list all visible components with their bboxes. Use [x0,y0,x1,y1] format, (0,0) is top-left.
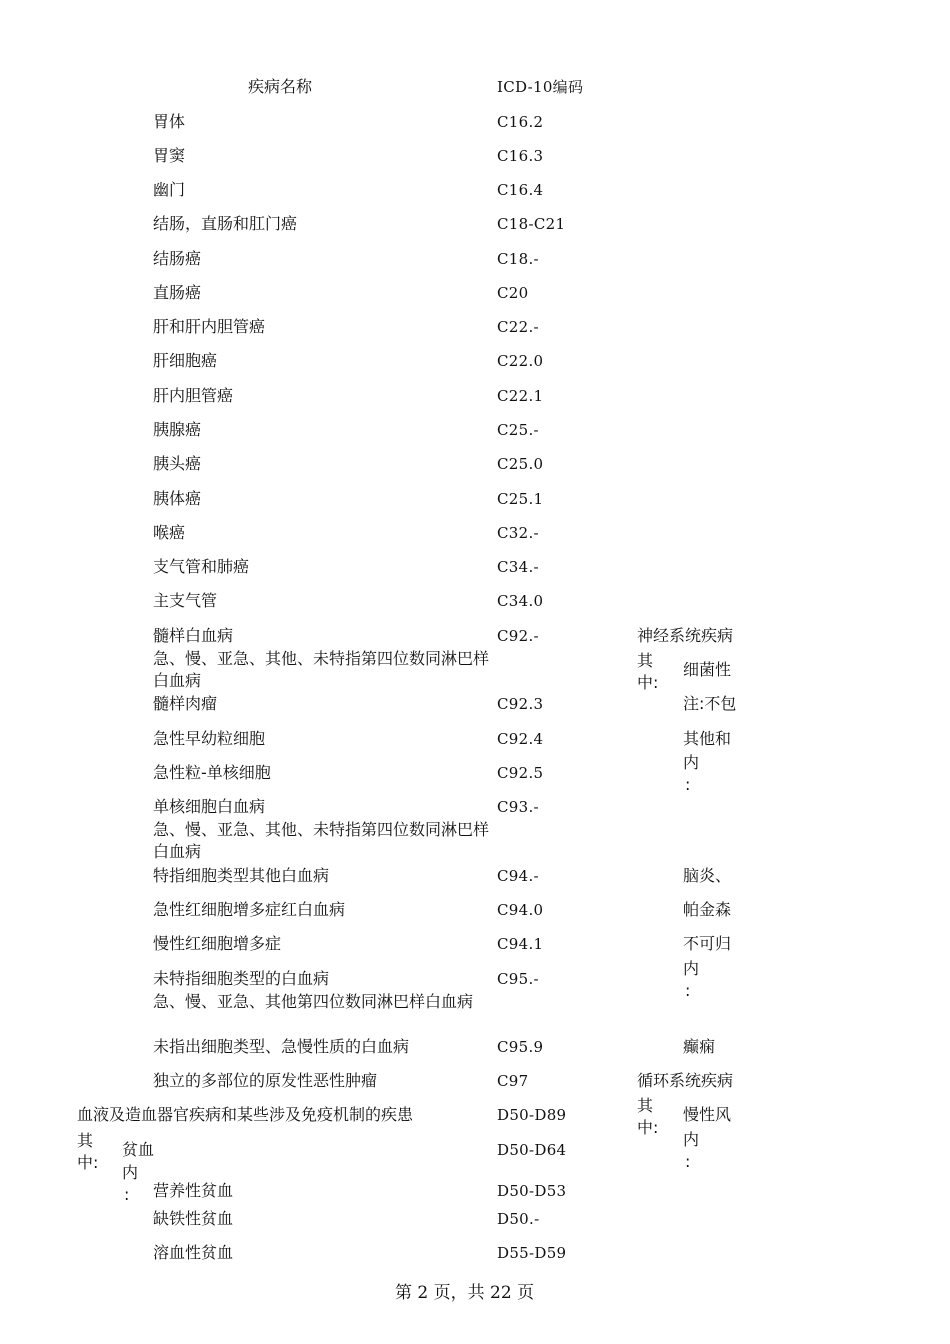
icd-code: C92.- [497,627,539,645]
disease-name: 急性粒-单核细胞 [153,763,271,782]
disease-name: 急性早幼粒细胞 [153,729,266,748]
icd-code: C22.1 [497,387,544,405]
not-classifiable-label: 不可归 [683,934,732,953]
disease-name: 胃窦 [153,146,186,165]
colon-label: : [685,775,691,794]
disease-name: 特指细胞类型其他白血病 [153,866,330,885]
anemia-label: 贫血 [122,1140,155,1159]
icd-code: C94.0 [497,901,544,919]
icd-code: D50-D53 [497,1182,567,1200]
icd-code: C18.- [497,250,539,268]
icd-code: C18-C21 [497,215,566,233]
disease-name: 溶血性贫血 [153,1243,234,1262]
icd-code: C25.- [497,421,539,439]
disease-name: 营养性贫血 [153,1181,234,1200]
other-and-label: 其他和 [683,729,732,748]
disease-name: 主支气管 [153,591,218,610]
disease-name: 急、慢、亚急、其他、未特指第四位数同淋巴样白血病 [153,820,490,861]
circulatory-category-title: 循环系统疾病 [637,1071,734,1090]
colon-label: : [685,1152,691,1171]
icd-code: C34.- [497,558,539,576]
disease-name: 未特指细胞类型的白血病 [153,969,330,988]
disease-name: 独立的多部位的原发性恶性肿瘤 [153,1071,378,1090]
icd-code: C95.- [497,970,539,988]
disease-name: 肝内胆管癌 [153,386,234,405]
icd-code: C16.2 [497,113,544,131]
icd-code: C92.3 [497,695,544,713]
disease-name: 急性红细胞增多症红白血病 [153,900,346,919]
icd-code: C25.1 [497,490,544,508]
disease-name: 直肠癌 [153,283,202,302]
note-label: 注:不包 [683,694,737,713]
icd-code: C16.3 [497,147,544,165]
disease-name: 肝和肝内胆管癌 [153,317,266,336]
disease-name: 支气管和肺癌 [153,557,250,576]
icd-code: D50-D89 [497,1106,567,1124]
icd-code: C95.9 [497,1038,544,1056]
nei-label: 内 [683,753,700,772]
disease-name: 肝细胞癌 [153,351,218,370]
category-name: 血液及造血器官疾病和某些涉及免疫机制的疾患 [77,1105,414,1124]
icd-code: C25.0 [497,455,544,473]
nei-label: 内 [683,1130,700,1149]
code-column-header: ICD-10编码 [497,78,584,96]
icd-code: C94.- [497,867,539,885]
rheumatic-label: 慢性风 [683,1105,732,1124]
icd-code: D50.- [497,1210,540,1228]
neuro-category-title: 神经系统疾病 [637,626,734,645]
disease-name: 慢性红细胞增多症 [153,934,282,953]
disease-name: 髓样肉瘤 [153,694,218,713]
icd-code: C94.1 [497,935,544,953]
icd-code: C92.5 [497,764,544,782]
icd-code: D55-D59 [497,1244,567,1262]
icd-code: C34.0 [497,592,544,610]
disease-name: 喉癌 [153,523,186,542]
disease-name: 单核细胞白血病 [153,797,266,816]
icd-code: C16.4 [497,181,544,199]
nei-label: 内 [683,959,700,978]
disease-name: 缺铁性贫血 [153,1209,234,1228]
disease-name: 急、慢、亚急、其他第四位数同淋巴样白血病 [153,992,474,1011]
epilepsy-label: 癫痫 [683,1037,716,1056]
disease-name: 髓样白血病 [153,626,234,645]
icd-code: C22.- [497,318,539,336]
page-number: 第 2 页，共 22 页 [395,1283,535,1303]
icd-code: D50-D64 [497,1141,567,1159]
circ-qizhong-label: 其中: [637,1096,659,1137]
disease-name: 幽门 [153,180,186,199]
icd-code: C97 [497,1072,529,1090]
icd-code: C22.0 [497,352,544,370]
qizhong-label: 其中: [77,1131,99,1172]
disease-name: 未指出细胞类型、急慢性质的白血病 [153,1037,410,1056]
nei-label: 内 [122,1163,139,1182]
encephalitis-label: 脑炎、 [683,866,732,885]
disease-name: 结肠癌 [153,249,202,268]
neuro-qizhong-label: 其中: [637,651,659,692]
disease-name: 胰头癌 [153,454,202,473]
bacterial-label: 细菌性 [683,660,732,679]
icd-code: C20 [497,284,529,302]
name-column-header: 疾病名称 [248,77,313,96]
disease-name: 胰体癌 [153,489,202,508]
icd-code: C93.- [497,798,539,816]
disease-name: 胰腺癌 [153,420,202,439]
disease-name: 急、慢、亚急、其他、未特指第四位数同淋巴样白血病 [153,649,490,690]
colon-label: : [124,1185,130,1204]
icd-code: C32.- [497,524,539,542]
parkinson-label: 帕金森 [683,900,732,919]
disease-name: 结肠，直肠和肛门癌 [153,214,298,233]
colon-label: : [685,981,691,1000]
icd-code: C92.4 [497,730,544,748]
disease-name: 胃体 [153,112,186,131]
